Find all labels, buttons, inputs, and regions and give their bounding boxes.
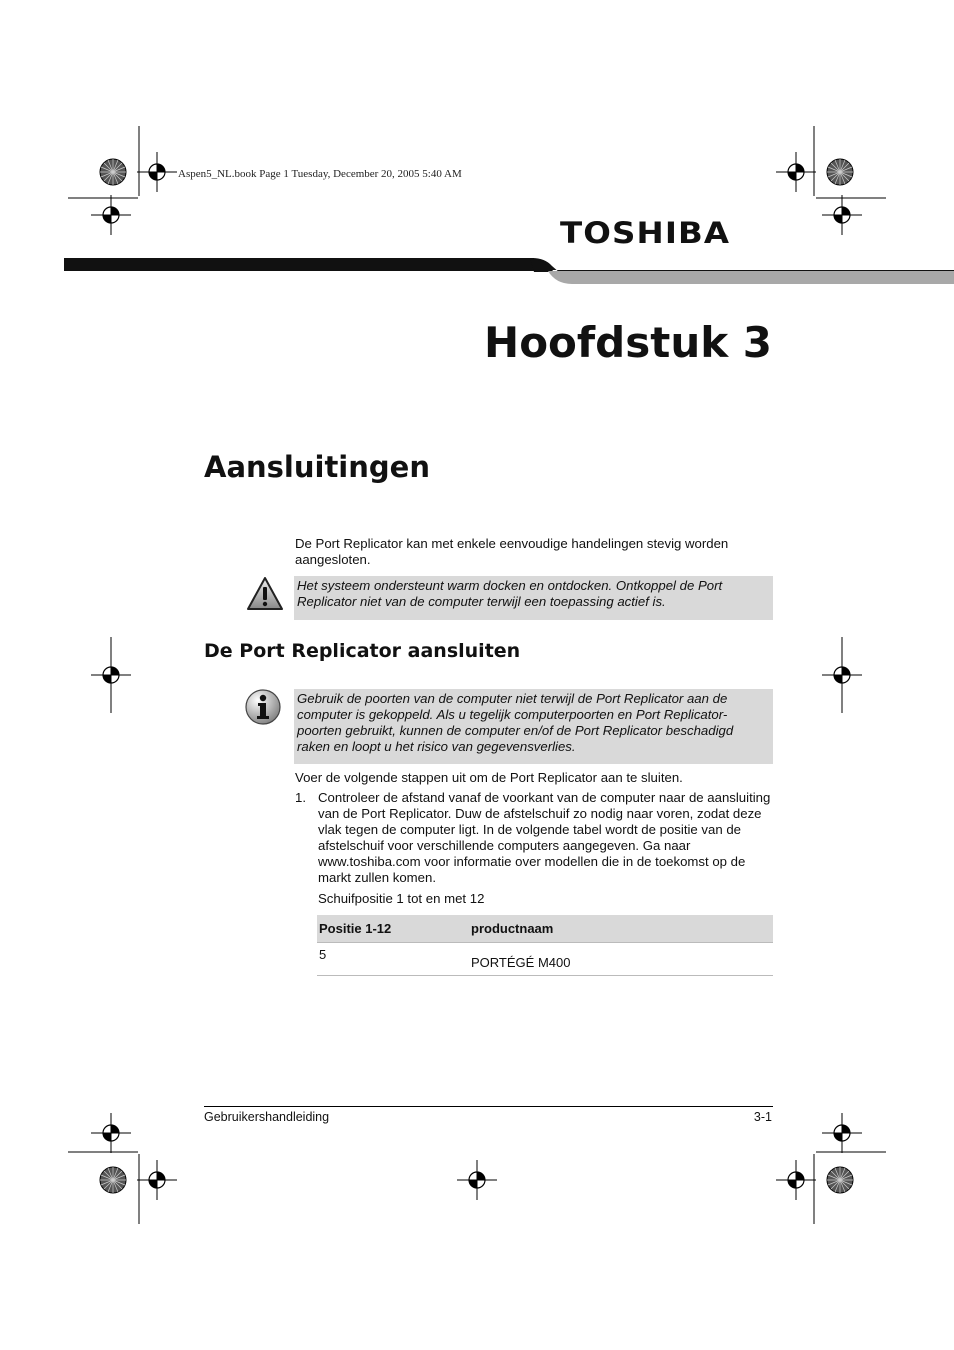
step-number: 1. — [295, 790, 306, 805]
table-header-cell: Positie 1-12 — [317, 915, 469, 943]
info-icon — [244, 688, 282, 726]
table-header-row — [317, 915, 773, 943]
position-table — [317, 915, 773, 976]
page-number: 3-1 — [753, 1110, 772, 1124]
info-note: Gebruik de poorten van de computer niet terwijl de Port Replicator aan de computer is gekoppeld. Als u tegelijk computerpoorten en Port Replicator-poorten gebruikt, kunnen de computer en/of de Port Replicator beschadigd raken en loopt u het risico van gegevensverlies. — [294, 689, 773, 764]
subsection-title: De Port Replicator aansluiten — [204, 640, 521, 662]
table-cell: PORTÉGÉ M400 — [469, 943, 773, 976]
footer-rule — [204, 1106, 773, 1107]
intro-paragraph: De Port Replicator kan met enkele eenvoudige handelingen stevig worden aangesloten. — [295, 536, 729, 567]
print-header: Aspen5_NL.book Page 1 Tuesday, December 20, 2005 5:40 AM — [178, 168, 462, 180]
step-text: Controleer de afstand vanaf de voorkant van de computer naar de aansluiting van de Port Replicator. Duw de afstelschuif zo nodig naar voren, zodat deze vlak tegen de computer ligt. In de volgende tabel wordt de positie van de afstelschuif voor verschillende computers aangegeven. Ga naar www.toshiba.com voor informatie over modellen die in de toekomst op de markt zullen komen. — [318, 790, 771, 885]
table-header-cell: productnaam — [469, 915, 773, 943]
table-row — [317, 943, 773, 976]
table-cell: 5 — [317, 943, 469, 976]
step-subtext: Schuifpositie 1 tot en met 12 — [318, 891, 485, 906]
caution-note: Het systeem ondersteunt warm docken en ontdocken. Ontkoppel de Port Replicator niet van de computer terwijl een toepassing actief is. — [294, 576, 773, 620]
toshiba-logo: TOSHIBA — [560, 216, 731, 250]
steps-intro: Voer de volgende stappen uit om de Port Replicator aan te sluiten. — [295, 770, 683, 785]
section-title: Aansluitingen — [204, 450, 430, 484]
warning-icon — [246, 576, 284, 612]
chapter-title: Hoofdstuk 3 — [484, 318, 772, 367]
footer-title: Gebruikershandleiding — [204, 1110, 330, 1124]
